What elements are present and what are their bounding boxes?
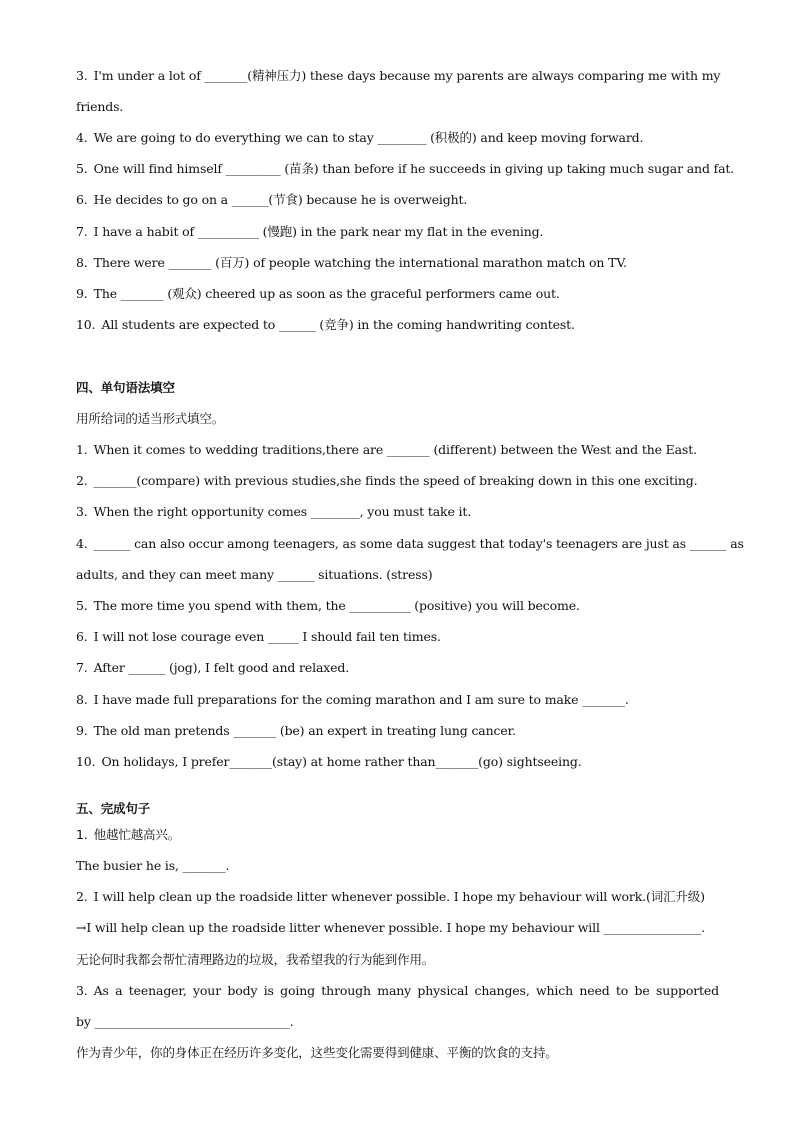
item-text: On holidays, I prefer_______(stay) at home rather than_______(go) sightseeing. — [101, 754, 582, 769]
item-number: 3. — [76, 68, 88, 83]
exercise-item — [76, 254, 627, 272]
item-text: adults, and they can meet many ______ situations. (stress) — [76, 567, 433, 582]
exercise-item — [76, 597, 580, 615]
item-text: I will not lose courage even _____ I should fail ten times. — [93, 629, 441, 644]
translation-line — [76, 1044, 558, 1062]
item-number: 8. — [76, 692, 88, 707]
item-text: The old man pretends _______ (be) an expert in treating lung cancer. — [93, 723, 516, 738]
item-text: 作为青少年，你的身体正在经历许多变化，这些变化需要得到健康、平衡的饮食的支持。 — [76, 1045, 558, 1060]
item-number: 6. — [76, 192, 88, 207]
exercise-item — [76, 753, 582, 771]
item-text: After ______ (jog), I felt good and relaxed. — [93, 660, 350, 675]
item-text: ______ can also occur among teenagers, as some data suggest that today's teenagers are just as ______ as — [93, 536, 744, 551]
item-number: 2. — [76, 889, 88, 904]
item-text: I have a habit of __________ (慢跑) in the park near my flat in the evening. — [93, 224, 544, 239]
item-text: There were _______ (百万) of people watching the international marathon match on TV. — [93, 255, 627, 270]
item-number: 1. — [76, 442, 88, 457]
exercise-item — [76, 535, 744, 553]
item-number: 10. — [76, 754, 96, 769]
exercise-item-continuation — [76, 98, 123, 116]
item-text: The _______ (观众) cheered up as soon as the graceful performers came out. — [93, 286, 560, 301]
item-number: 4. — [76, 130, 88, 145]
exercise-item — [76, 472, 697, 490]
item-number: 3. — [76, 504, 88, 519]
item-number: 9. — [76, 286, 88, 301]
item-text: He decides to go on a ______(节食) because he is overweight. — [93, 192, 468, 207]
item-text: When it comes to wedding traditions,there are _______ (different) between the West and the East. — [93, 442, 697, 457]
answer-line — [76, 919, 705, 937]
translation-line — [76, 951, 434, 969]
item-number: 2. — [76, 473, 88, 488]
item-text: I have made full preparations for the coming marathon and I am sure to make _______. — [93, 692, 629, 707]
exercise-item — [76, 223, 543, 241]
item-text: _______(compare) with previous studies,she finds the speed of breaking down in this one exciting. — [93, 473, 698, 488]
exercise-item — [76, 285, 560, 303]
item-number: 1. — [76, 827, 88, 842]
exercise-item — [76, 441, 697, 459]
item-text: 他越忙越高兴。 — [93, 827, 181, 842]
item-text: I will help clean up the roadside litter whenever possible. I hope my behaviour will work.(词汇升级) — [93, 889, 705, 904]
item-text: When the right opportunity comes ________, you must take it. — [93, 504, 472, 519]
item-text: One will find himself _________ (苗条) than before if he succeeds in giving up taking much sugar and fat. — [93, 161, 735, 176]
exercise-item — [76, 67, 720, 85]
item-text: by ________________________________. — [76, 1014, 294, 1029]
section-instruction: 用所给词的适当形式填空。 — [76, 411, 225, 426]
exercise-item — [76, 659, 349, 677]
answer-line — [76, 857, 229, 875]
item-text: We are going to do everything we can to stay ________ (积极的) and keep moving forward. — [93, 130, 644, 145]
item-number: 9. — [76, 723, 88, 738]
exercise-item — [76, 628, 441, 646]
section-heading: 五、完成句子 — [76, 801, 151, 816]
exercise-item — [76, 129, 643, 147]
exercise-item — [76, 316, 575, 334]
exercise-item — [76, 826, 180, 844]
exercise-item — [76, 191, 467, 209]
exercise-item — [76, 691, 629, 709]
item-number: 7. — [76, 224, 88, 239]
exercise-item — [76, 722, 516, 740]
item-text: All students are expected to ______ (竞争) in the coming handwriting contest. — [101, 317, 575, 332]
item-text: I'm under a lot of _______(精神压力) these days because my parents are always comparing me with my — [93, 68, 721, 83]
item-number: 5. — [76, 598, 88, 613]
item-text: The more time you spend with them, the __________ (positive) you will become. — [93, 598, 580, 613]
answer-line — [76, 1013, 294, 1031]
exercise-item — [76, 160, 734, 178]
item-text: The busier he is, _______. — [76, 858, 230, 873]
item-text: As a teenager, your body is going through many physical changes, which need to be supported — [93, 983, 719, 998]
exercise-item — [76, 982, 719, 1000]
item-text: friends. — [76, 99, 124, 114]
item-number: 6. — [76, 629, 88, 644]
exercise-item — [76, 888, 705, 906]
item-number: 4. — [76, 536, 88, 551]
item-number: 8. — [76, 255, 88, 270]
item-text: 无论何时我都会帮忙清理路边的垃圾，我希望我的行为能到作用。 — [76, 952, 435, 967]
item-number: 7. — [76, 660, 88, 675]
item-number: 3. — [76, 983, 88, 998]
item-number: 10. — [76, 317, 96, 332]
exercise-item-continuation — [76, 566, 432, 584]
item-text: →I will help clean up the roadside litter whenever possible. I hope my behaviour will ________________. — [76, 920, 706, 935]
section-heading: 四、单句语法填空 — [76, 380, 175, 395]
item-number: 5. — [76, 161, 88, 176]
exercise-item — [76, 503, 471, 521]
